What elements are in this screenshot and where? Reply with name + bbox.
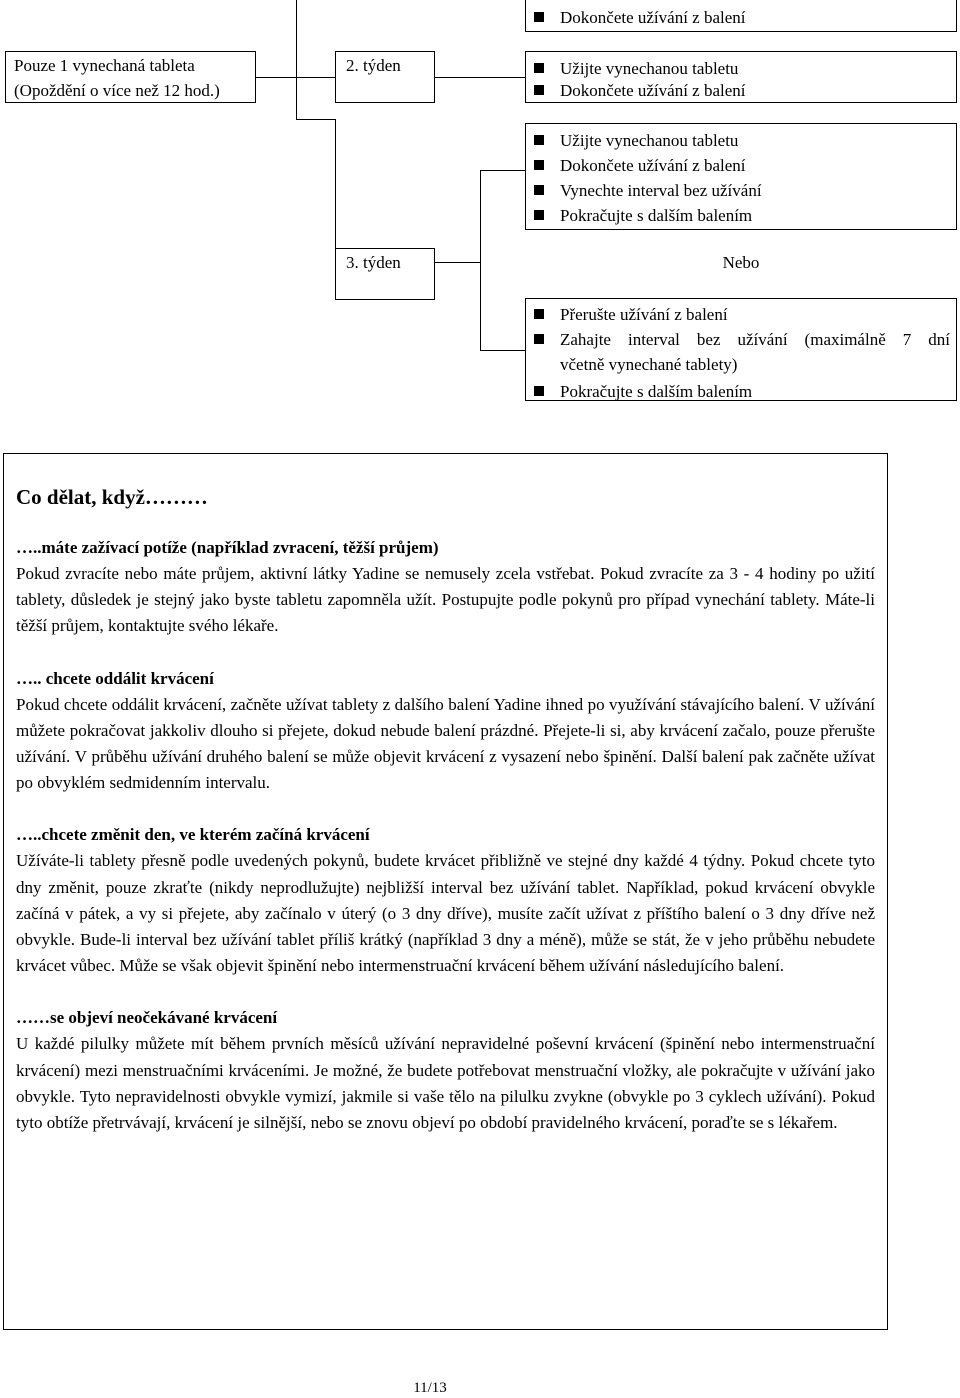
info-section (16, 535, 875, 640)
week-2-box (335, 51, 435, 103)
week-3-box (335, 248, 435, 300)
bullet-square-icon (534, 309, 544, 319)
action-item (526, 128, 956, 153)
connector-line (335, 119, 336, 248)
bullet-square-icon (534, 63, 544, 73)
connector-line (296, 119, 335, 120)
info-box (3, 453, 888, 1330)
page-number: 11/13 (413, 1380, 447, 1396)
action-text: Dokončete užívání z balení (560, 8, 746, 27)
connector-line (435, 77, 525, 78)
action-item (526, 203, 956, 228)
section-body: Pokud zvracíte nebo máte průjem, aktivní látky Yadine se nemusely zcela vstřebat. Pokud zvracíte za 3 - 4 hodiny po užití tablety, důsledek je stejný jako byste tabletu zapomněla užít. Postupujte podle pokynů pro případ vynechání tablety. Máte-li těžší průjem, kontaktujte svého lékaře. (16, 564, 875, 636)
info-section (16, 1005, 875, 1136)
section-heading: …..máte zažívací potíže (například zvracení, těžší průjem) (16, 538, 439, 557)
section-heading: ….. chcete oddálit krvácení (16, 668, 214, 688)
week-3-label: 3. týden (346, 253, 401, 272)
section-heading: ……se objeví neočekávané krvácení (16, 1008, 278, 1028)
case-line-2: (Opoždění o více než 12 hod.) (14, 81, 220, 100)
section-body: Pokud chcete oddálit krvácení, začněte užívat tablety z dalšího balení Yadine ihned po využívání stávajícího balení. V užívání můžete pokračovat jakkoliv dlouho si přejete, dokud nebude balení prázdné. Přejete-li si, aby krvácení začalo, pouze přerušte užívání. V průběhu užívání druhého balení se může objevit krvácení z vysazení nebo špinění. Další balení pak začněte užívat po obvyklém sedmidenním intervalu. (16, 694, 875, 793)
action-item (526, 78, 956, 103)
week-3-option-b (525, 298, 957, 401)
action-text: Přerušte užívání z balení (560, 305, 728, 324)
bullet-square-icon (534, 185, 544, 195)
action-text: Pokračujte s dalším balením (560, 382, 753, 401)
connector-line (435, 262, 480, 263)
action-text: Užijte vynechanou tabletu (560, 131, 739, 150)
action-item (526, 153, 956, 178)
connector-line (480, 170, 481, 350)
section-body: Užíváte-li tablety přesně podle uvedených pokynů, budete krvácet přibližně ve stejné dny každé 4 týdny. Pokud chcete tyto dny změnit, pouze zkraťte (nikdy neprodlužujte) nejbližší interval bez užívání tablet. Například, pokud krvácení obvykle začíná v pátek, a vy si přejete, aby začínalo v úterý (o 3 dny dříve), musíte začít užívat z příštího balení o 3 dny dříve než obvykle. Bude-li interval bez užívání tablet příliš krátký (například 3 dny a méně), může se stát, že v jeho průběhu nebudete krvácet vůbec. Může se však objevit špinění nebo intermenstruační krvácení během užívání následujícího balení. (16, 851, 875, 976)
bullet-square-icon (534, 85, 544, 95)
action-text: včetně vynechané tablety) (560, 355, 738, 374)
action-item (526, 178, 956, 203)
case-line-1: Pouze 1 vynechaná tableta (14, 56, 195, 75)
action-item (526, 379, 950, 404)
case-box (5, 51, 256, 103)
section-body: U každé pilulky můžete mít během prvních měsíců užívání nepravidelné poševní krvácení (špinění nebo intermenstruační krvácení) mezi menstruačními krváceními. Je možné, že budete potřebovat menstruační vložky, ale pokračujte v užívání jako obvykle. Tyto nepravidelnosti obvykle vymizí, jakmile si vaše tělo na pilulku zvykne (obvykle po 3 cyklech užívání). Pokud tyto obtíže přetrvávají, krvácení je silnější, nebo se znovu objeví po období pravidelného krvácení, poraďte se s lékařem. (16, 1034, 875, 1133)
bullet-square-icon (534, 160, 544, 170)
week-3-option-a (525, 123, 957, 230)
connector-line (296, 0, 297, 120)
bullet-square-icon (534, 12, 544, 22)
action-text: Zahajte interval bez užívání (maximálně 7 dní (560, 330, 950, 349)
action-text: Dokončete užívání z balení (560, 81, 746, 100)
bullet-square-icon (534, 334, 544, 344)
bullet-square-icon (534, 135, 544, 145)
action-text: Užijte vynechanou tabletu (560, 59, 739, 78)
week-2-actions (525, 51, 957, 103)
action-item-continued (526, 352, 950, 377)
bullet-square-icon (534, 386, 544, 396)
action-item (526, 302, 950, 327)
or-label: Nebo (722, 253, 760, 272)
info-section (16, 666, 875, 797)
bullet-square-icon (534, 210, 544, 220)
action-text: Dokončete užívání z balení (560, 156, 746, 175)
section-heading: …..chcete změnit den, ve kterém začíná krvácení (16, 825, 370, 845)
action-text: Vynechte interval bez užívání (560, 181, 762, 200)
action-box-top (525, 0, 957, 32)
action-item (526, 327, 950, 352)
connector-line (480, 170, 525, 171)
connector-line (480, 350, 525, 351)
info-section (16, 822, 875, 979)
info-title: Co dělat, když……… (16, 485, 208, 509)
connector-line (256, 77, 336, 78)
action-text: Pokračujte s dalším balením (560, 206, 753, 225)
week-2-label: 2. týden (346, 56, 401, 75)
action-item (526, 5, 956, 30)
